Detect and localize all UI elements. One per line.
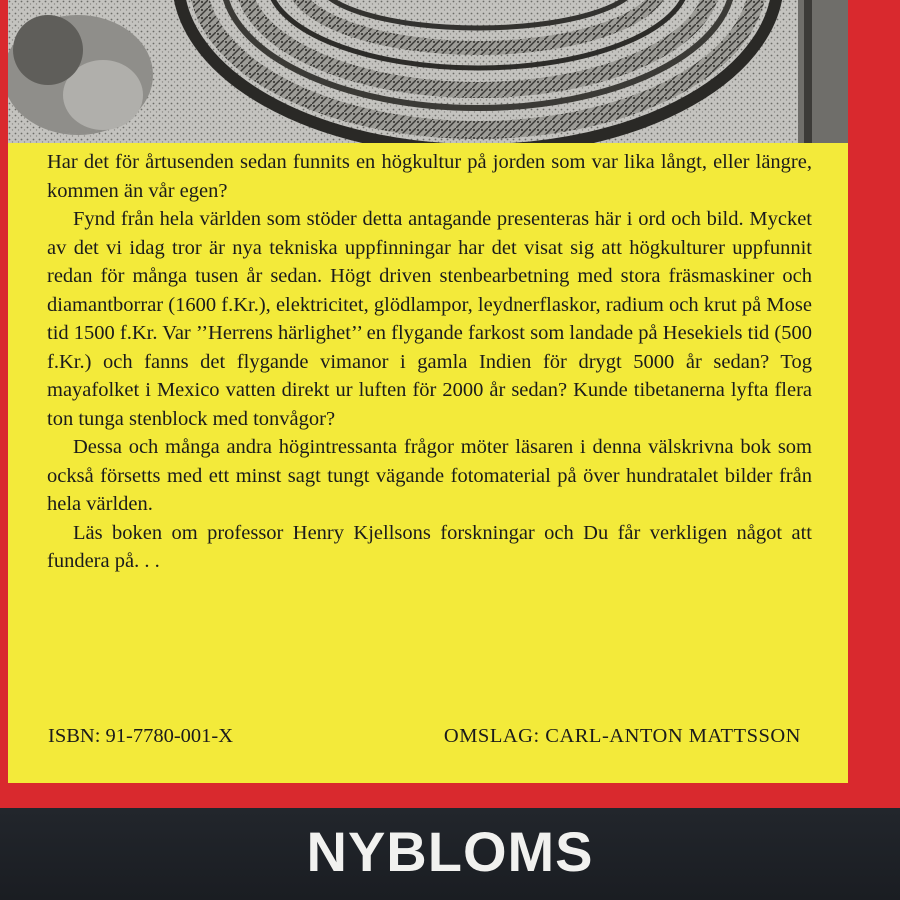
cover-credit: OMSLAG: CARL-ANTON MATTSSON [443,725,801,747]
relief-photo [8,0,848,143]
blurb-paragraph-2: Fynd från hela världen som stöder detta antagande presenteras här i ord och bild. Mycket av det vi idag tror är nya tekniska uppfinningar har det visat sig att högkulturer uppfunnit redan för många tusen år sedan. Högt driven stenbearbetning med stora fräsmaskiner och diamantborrar (1600 f.Kr.), elektricitet, glödlampor, leydnerflaskor, radium och krut på Mose tid 1500 f.Kr. Var ’’Herrens härlighet’’ en flygande farkost som landade på Hesekiels tid (500 f.Kr.) och fanns det flygande vimanor i gamla Indien för drygt 5000 år sedan? Tog mayafolket i Mexico vatten direkt ur luften för 2000 år sedan? Kunde tibetanerna lyfta flera ton tunga stenblock med tonvågor? [47,208,812,430]
blurb-paragraph-1: Har det för årtusenden sedan funnits en högkultur på jorden som var lika långt, eller längre, kommen än vår egen? [47,151,812,202]
blurb-text [47,148,812,576]
carved-relief-image [8,0,848,143]
blurb-paragraph-4: Läs boken om professor Henry Kjellsons forskningar och Du får verkligen något att fundera på. . . [47,521,812,572]
isbn-number: ISBN: 91-7780-001-X [48,725,234,747]
publisher-name: NYBLOMS [306,820,594,883]
blurb-paragraph-3: Dessa och många andra högintressanta frågor möter läsaren i denna välskrivna bok som också försetts med ett minst sagt tungt vägande fotomaterial på över hundratalet bilder från hela världen. [47,436,812,515]
